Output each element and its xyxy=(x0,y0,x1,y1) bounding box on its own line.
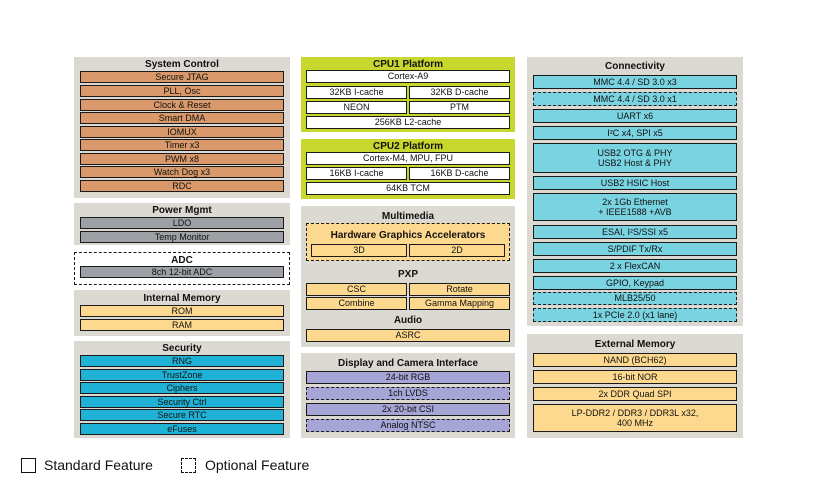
ddr-quad-spi-block: 2x DDR Quad SPI xyxy=(533,387,737,401)
3d-block: 3D xyxy=(311,244,407,257)
tcm-block: 64KB TCM xyxy=(306,182,510,195)
standard-feature-swatch xyxy=(21,458,36,473)
audio-title: Audio xyxy=(393,315,423,326)
rng-block: RNG xyxy=(80,355,284,367)
power-mgmt-title: Power Mgmt xyxy=(152,205,212,216)
neon-block: NEON xyxy=(306,101,407,114)
ptm-block: PTM xyxy=(409,101,510,114)
rdc-block: RDC xyxy=(80,180,284,192)
ciphers-block: Ciphers xyxy=(80,382,284,394)
display-camera-panel xyxy=(301,353,515,438)
lpddr-block xyxy=(533,404,737,432)
iomux-block: IOMUX xyxy=(80,126,284,138)
cpu2-dcache-block: 16KB D-cache xyxy=(409,167,510,180)
pwm-block: PWM x8 xyxy=(80,153,284,165)
csc-block: CSC xyxy=(306,283,407,296)
rom-block: ROM xyxy=(80,305,284,317)
ethernet-label: 2x 1Gb Ethernet xyxy=(602,196,668,207)
multimedia-title: Multimedia xyxy=(381,211,435,222)
rotate-block: Rotate xyxy=(409,283,510,296)
i2c-spi-block: I²C x4, SPI x5 xyxy=(533,126,737,140)
uart-block: UART x6 xyxy=(533,109,737,123)
security-title: Security xyxy=(162,343,202,354)
cpu2-icache-block: 16KB I-cache xyxy=(306,167,407,180)
cortex-m4-block: Cortex-M4, MPU, FPU xyxy=(306,152,510,165)
usb2-host-label: USB2 Host & PHY xyxy=(597,158,673,168)
watchdog-block: Watch Dog x3 xyxy=(80,166,284,178)
2d-block: 2D xyxy=(409,244,505,257)
cpu1-title: CPU1 Platform xyxy=(372,59,443,70)
system-control-title: System Control xyxy=(145,59,219,70)
standard-feature-label: Standard Feature xyxy=(44,457,153,473)
internal-memory-title: Internal Memory xyxy=(143,293,221,304)
gamma-mapping-block: Gamma Mapping xyxy=(409,297,510,310)
adc-title: ADC xyxy=(171,255,193,266)
csi-block: 2x 20-bit CSI xyxy=(306,403,510,416)
spdif-block: S/PDIF Tx/Rx xyxy=(533,242,737,256)
connectivity-title: Connectivity xyxy=(604,61,665,72)
internal-memory-panel xyxy=(74,290,290,336)
usb2-otg-host-block xyxy=(533,143,737,173)
pll-osc-block: PLL, Osc xyxy=(80,85,284,97)
ieee1588-label: + IEEE1588 +AVB xyxy=(598,207,672,217)
usb2-hsic-block: USB2 HSIC Host xyxy=(533,176,737,190)
smart-dma-block: Smart DMA xyxy=(80,112,284,124)
cpu1-icache-block: 32KB I-cache xyxy=(306,86,407,99)
timer-block: Timer x3 xyxy=(80,139,284,151)
lpddr-label: LP-DDR2 / DDR3 / DDR3L x32, xyxy=(571,407,699,418)
secure-rtc-block: Secure RTC xyxy=(80,409,284,421)
asrc-block: ASRC xyxy=(306,329,510,342)
lvds-block: 1ch LVDS xyxy=(306,387,510,400)
cortex-a9-block: Cortex-A9 xyxy=(306,70,510,83)
efuses-block: eFuses xyxy=(80,423,284,435)
trustzone-block: TrustZone xyxy=(80,369,284,381)
rgb-block: 24-bit RGB xyxy=(306,371,510,384)
gpio-keypad-block: GPIO, Keypad xyxy=(533,276,737,290)
optional-feature-swatch xyxy=(181,458,196,473)
ldo-block: LDO xyxy=(80,217,284,229)
l2-cache-block: 256KB L2-cache xyxy=(306,116,510,129)
temp-monitor-block: Temp Monitor xyxy=(80,231,284,243)
display-camera-title: Display and Camera Interface xyxy=(337,358,479,369)
system-control-panel xyxy=(74,57,290,198)
adc-block: 8ch 12-bit ADC xyxy=(80,266,284,278)
ethernet-block xyxy=(533,193,737,221)
lpddr-speed-label: 400 MHz xyxy=(616,418,653,428)
secure-jtag-block: Secure JTAG xyxy=(80,71,284,83)
flexcan-block: 2 x FlexCAN xyxy=(533,259,737,273)
mmc-x3-block: MMC 4.4 / SD 3.0 x3 xyxy=(533,75,737,89)
cpu1-dcache-block: 32KB D-cache xyxy=(409,86,510,99)
external-memory-title: External Memory xyxy=(594,339,676,350)
analog-ntsc-block: Analog NTSC xyxy=(306,419,510,432)
power-mgmt-panel xyxy=(74,203,290,245)
multimedia-panel xyxy=(301,206,515,347)
ram-block: RAM xyxy=(80,319,284,331)
esai-block: ESAI, I²S/SSI x5 xyxy=(533,225,737,239)
pxp-title: PXP xyxy=(397,269,418,280)
cpu2-platform-panel xyxy=(301,139,515,199)
hga-title: Hardware Graphics Accelerators xyxy=(330,230,486,241)
connectivity-panel xyxy=(527,57,743,326)
combine-block: Combine xyxy=(306,297,407,310)
mmc-x1-block: MMC 4.4 / SD 3.0 x1 xyxy=(533,92,737,106)
nand-block: NAND (BCH62) xyxy=(533,353,737,367)
pcie-block: 1x PCIe 2.0 (x1 lane) xyxy=(533,308,737,322)
cpu2-title: CPU2 Platform xyxy=(372,141,443,152)
nor-block: 16-bit NOR xyxy=(533,370,737,384)
security-panel xyxy=(74,341,290,438)
clock-reset-block: Clock & Reset xyxy=(80,99,284,111)
security-ctrl-block: Security Ctrl xyxy=(80,396,284,408)
external-memory-panel xyxy=(527,334,743,438)
usb2-otg-label: USB2 OTG & PHY xyxy=(597,147,673,158)
mlb-block: MLB25/50 xyxy=(533,292,737,305)
optional-feature-label: Optional Feature xyxy=(205,457,310,473)
cpu1-platform-panel xyxy=(301,57,515,132)
